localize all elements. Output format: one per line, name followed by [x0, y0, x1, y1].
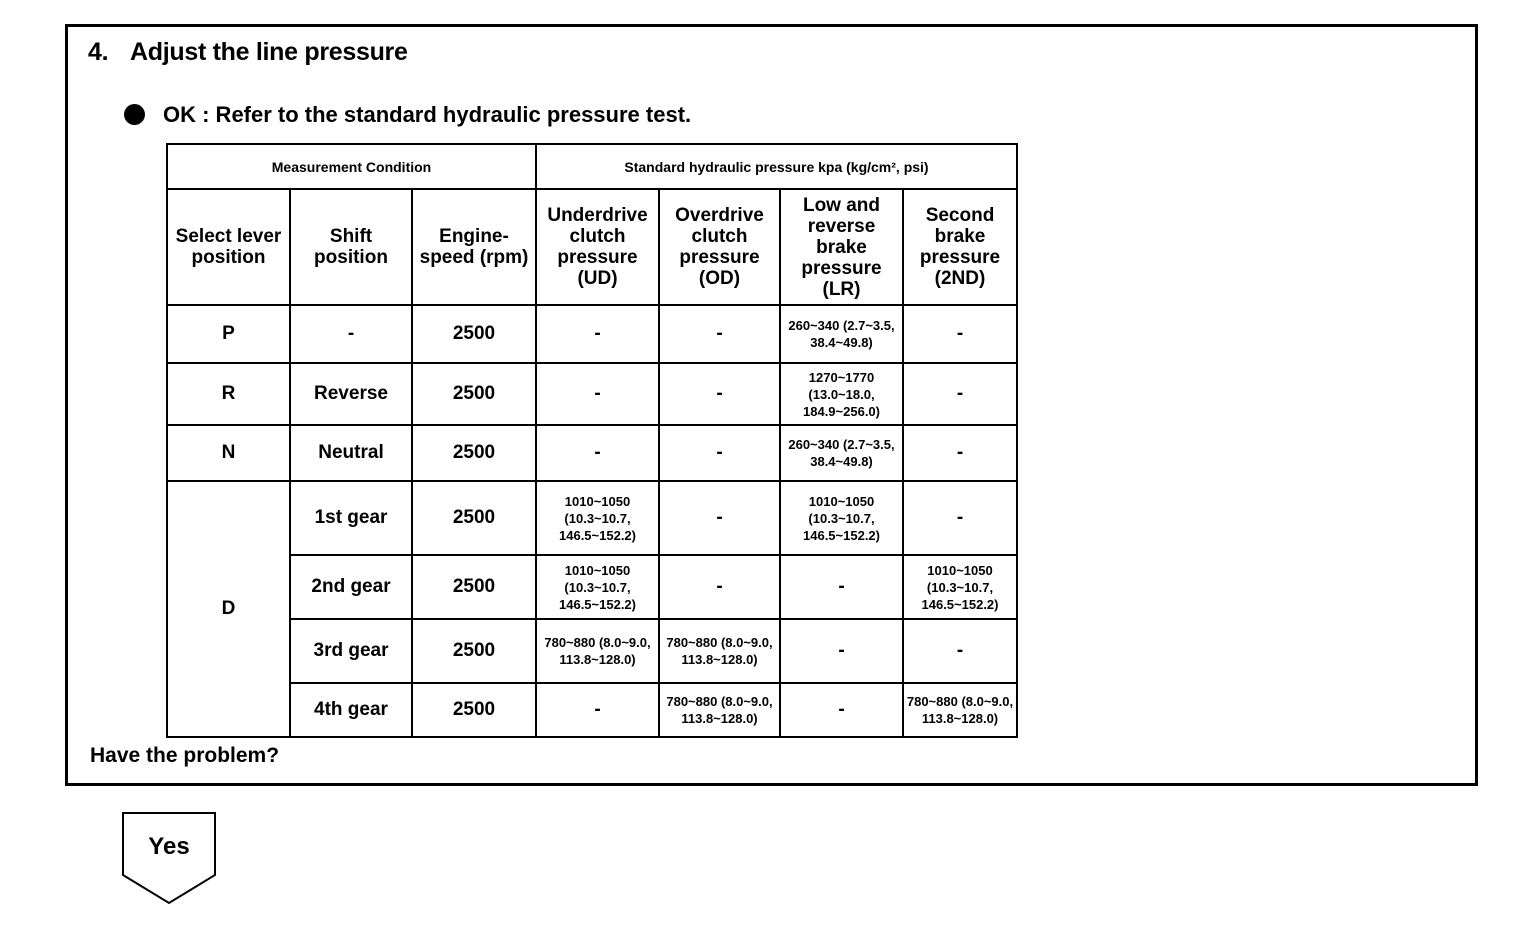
table-row	[167, 481, 1017, 555]
ok-instruction	[124, 102, 691, 128]
ud-cell: 1010~1050 (10.3~10.7, 146.5~152.2)	[536, 555, 659, 619]
column-header: Underdrive clutch pressure (UD)	[536, 189, 659, 305]
od-cell: -	[659, 363, 780, 425]
column-header: Engine-speed (rpm)	[412, 189, 536, 305]
table-row	[167, 305, 1017, 363]
2nd-cell: -	[903, 619, 1017, 683]
ud-cell: -	[536, 305, 659, 363]
table-row	[167, 555, 1017, 619]
ud-cell: 780~880 (8.0~9.0, 113.8~128.0)	[536, 619, 659, 683]
od-cell: -	[659, 305, 780, 363]
table-row	[167, 619, 1017, 683]
rpm-cell: 2500	[412, 425, 536, 481]
lr-cell: 1010~1050 (10.3~10.7, 146.5~152.2)	[780, 481, 903, 555]
column-header: Second brake pressure (2ND)	[903, 189, 1017, 305]
ok-instruction-text: OK : Refer to the standard hydraulic pressure test.	[163, 102, 692, 127]
hydraulic-pressure-table	[166, 143, 1018, 738]
lever-cell: R	[167, 363, 290, 425]
measurement-condition-header: Measurement Condition	[167, 144, 536, 189]
2nd-cell: 1010~1050 (10.3~10.7, 146.5~152.2)	[903, 555, 1017, 619]
table-row	[167, 425, 1017, 481]
rpm-cell: 2500	[412, 555, 536, 619]
table-row	[167, 363, 1017, 425]
table-row	[167, 683, 1017, 737]
column-header: Shift position	[290, 189, 412, 305]
rpm-cell: 2500	[412, 363, 536, 425]
shift-cell: 2nd gear	[290, 555, 412, 619]
lr-cell: 260~340 (2.7~3.5, 38.4~49.8)	[780, 305, 903, 363]
od-cell: -	[659, 555, 780, 619]
lr-cell: -	[780, 619, 903, 683]
2nd-cell: -	[903, 363, 1017, 425]
shift-cell: 3rd gear	[290, 619, 412, 683]
lever-cell: P	[167, 305, 290, 363]
od-cell: -	[659, 481, 780, 555]
ud-cell: -	[536, 425, 659, 481]
shift-cell: 4th gear	[290, 683, 412, 737]
od-cell: 780~880 (8.0~9.0, 113.8~128.0)	[659, 683, 780, 737]
problem-question: Have the problem?	[90, 744, 280, 767]
shift-cell: -	[290, 305, 412, 363]
2nd-cell: -	[903, 481, 1017, 555]
step-title-text: Adjust the line pressure	[130, 38, 408, 66]
standard-pressure-header: Standard hydraulic pressure kpa (kg/cm², psi)	[536, 144, 1017, 189]
lever-cell: N	[167, 425, 290, 481]
rpm-cell: 2500	[412, 683, 536, 737]
column-header: Low and reverse brake pressure (LR)	[780, 189, 903, 305]
shift-cell: Neutral	[290, 425, 412, 481]
shift-cell: Reverse	[290, 363, 412, 425]
lr-cell: -	[780, 555, 903, 619]
2nd-cell: -	[903, 305, 1017, 363]
od-cell: 780~880 (8.0~9.0, 113.8~128.0)	[659, 619, 780, 683]
rpm-cell: 2500	[412, 619, 536, 683]
lr-cell: -	[780, 683, 903, 737]
rpm-cell: 2500	[412, 305, 536, 363]
2nd-cell: -	[903, 425, 1017, 481]
ud-cell: 1010~1050 (10.3~10.7, 146.5~152.2)	[536, 481, 659, 555]
lever-cell: D	[167, 481, 290, 737]
column-header: Select lever position	[167, 189, 290, 305]
2nd-cell: 780~880 (8.0~9.0, 113.8~128.0)	[903, 683, 1017, 737]
lr-cell: 1270~1770 (13.0~18.0, 184.9~256.0)	[780, 363, 903, 425]
od-cell: -	[659, 425, 780, 481]
column-header: Overdrive clutch pressure (OD)	[659, 189, 780, 305]
bullet-icon	[124, 104, 145, 125]
lr-cell: 260~340 (2.7~3.5, 38.4~49.8)	[780, 425, 903, 481]
yes-button-label[interactable]: Yes	[148, 833, 190, 860]
step-title	[88, 38, 408, 67]
ud-cell: -	[536, 363, 659, 425]
shift-cell: 1st gear	[290, 481, 412, 555]
rpm-cell: 2500	[412, 481, 536, 555]
step-number: 4.	[88, 38, 109, 66]
ud-cell: -	[536, 683, 659, 737]
